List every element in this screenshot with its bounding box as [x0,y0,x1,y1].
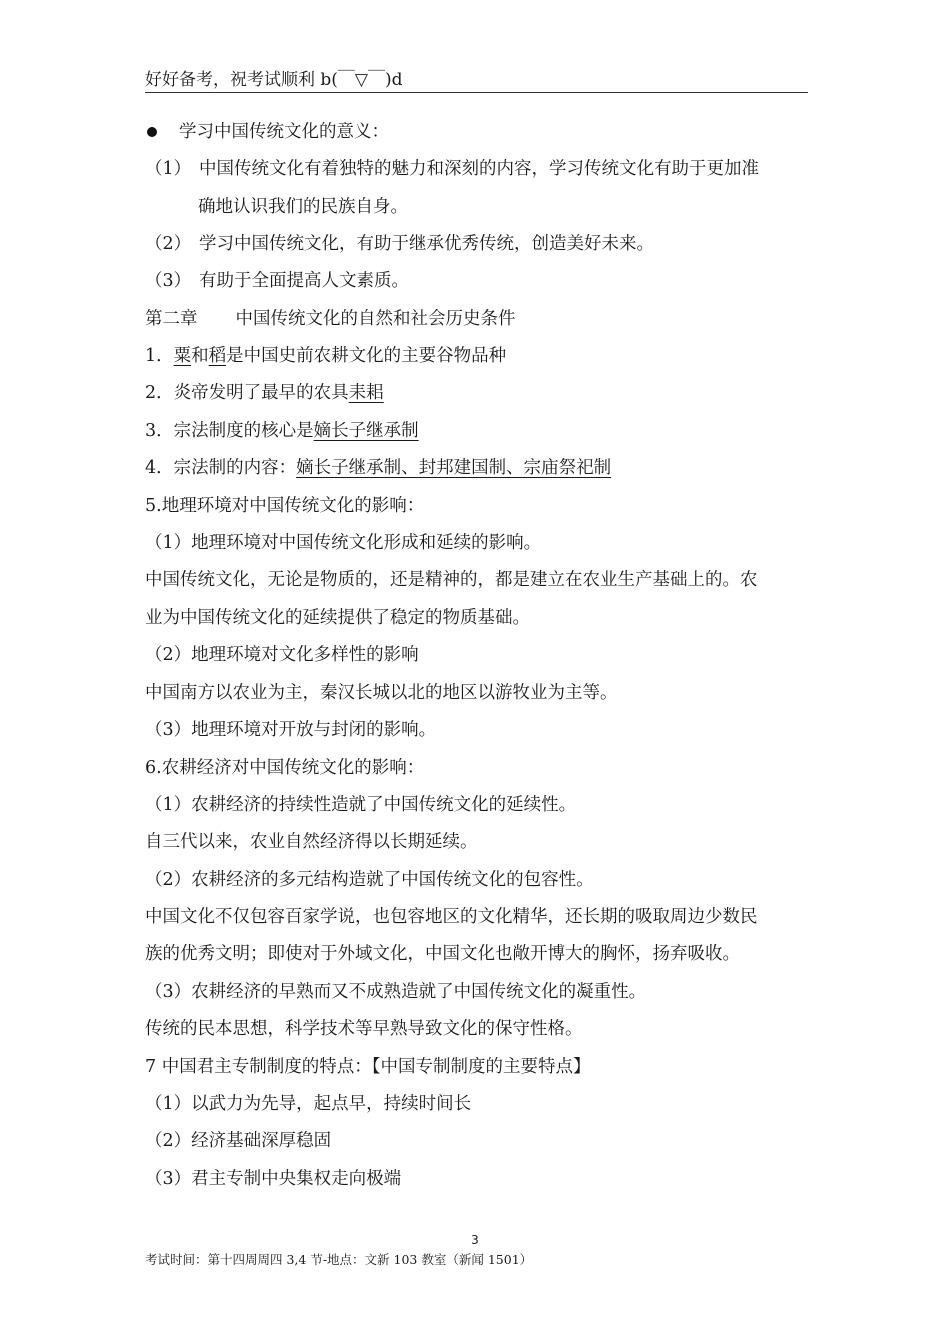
paragraph-line: 传统的民本思想，科学技术等早熟导致文化的保守性格。 [145,1019,583,1039]
section-heading: 6.农耕经济对中国传统文化的影响： [145,758,425,778]
chapter-title: 第二章 中国传统文化的自然和社会历史条件 [145,309,516,329]
list-item: 3．宗法制度的核心是嫡长子继承制 [145,421,419,441]
paragraph-line: 中国传统文化，无论是物质的，还是精神的，都是建立在农业生产基础上的。农 [145,570,758,590]
sub-heading: （3）农耕经济的早熟而又不成熟造就了中国传统文化的凝重性。 [145,982,647,1002]
list-item: （2） 学习中国传统文化，有助于继承优秀传统，创造美好未来。 [145,234,654,254]
page-number: 3 [471,1233,479,1247]
paragraph-line: 中国文化不仅包容百家学说，也包容地区的文化精华，还长期的吸取周边少数民 [145,907,758,927]
sub-heading: （1）地理环境对中国传统文化形成和延续的影响。 [145,533,542,553]
sub-heading: （2）经济基础深厚稳固 [145,1131,332,1151]
sub-heading: （2）农耕经济的多元结构造就了中国传统文化的包容性。 [145,870,594,890]
sub-heading: （1）以武力为先导，起点早，持续时间长 [145,1094,472,1114]
list-item: （3） 有助于全面提高人文素质。 [145,271,409,291]
section-heading: 7 中国君主专制制度的特点：【中国专制制度的主要特点】 [145,1057,591,1077]
sub-heading: （3）地理环境对开放与封闭的影响。 [145,720,437,740]
page-header: 好好备考，祝考试顺利 b(￣▽￣)d [145,70,808,93]
bullet-icon [147,127,157,137]
list-item: 4．宗法制的内容：嫡长子继承制、封邦建国制、宗庙祭祀制 [145,458,612,478]
paragraph-line: 族的优秀文明；即使对于外域文化，中国文化也敞开博大的胸怀，扬弃吸收。 [145,944,740,964]
list-item: 2．炎帝发明了最早的农具耒耜 [145,383,384,403]
list-item: （1） 中国传统文化有着独特的魅力和深刻的内容，学习传统文化有助于更加准 [145,159,759,179]
paragraph-line: 中国南方以农业为主，秦汉长城以北的地区以游牧业为主等。 [145,683,618,703]
sub-heading: （2）地理环境对文化多样性的影响 [145,645,419,665]
sub-heading: （1）农耕经济的持续性造就了中国传统文化的延续性。 [145,795,577,815]
paragraph-line: 自三代以来，农业自然经济得以长期延续。 [145,832,478,852]
section-heading: 5.地理环境对中国传统文化的影响： [145,496,425,516]
page-footer: 考试时间：第十四周周四 3,4 节-地点：文新 103 教室（新闻 1501） [145,1252,533,1267]
list-item: 1．粟和稻是中国史前农耕文化的主要谷物品种 [145,346,507,366]
list-item-continuation: 确地认识我们的民族自身。 [198,197,408,217]
sub-heading: （3）君主专制中央集权走向极端 [145,1169,402,1189]
bullet-heading: 学习中国传统文化的意义： [145,121,389,143]
paragraph-line: 业为中国传统文化的延续提供了稳定的物质基础。 [145,608,530,628]
